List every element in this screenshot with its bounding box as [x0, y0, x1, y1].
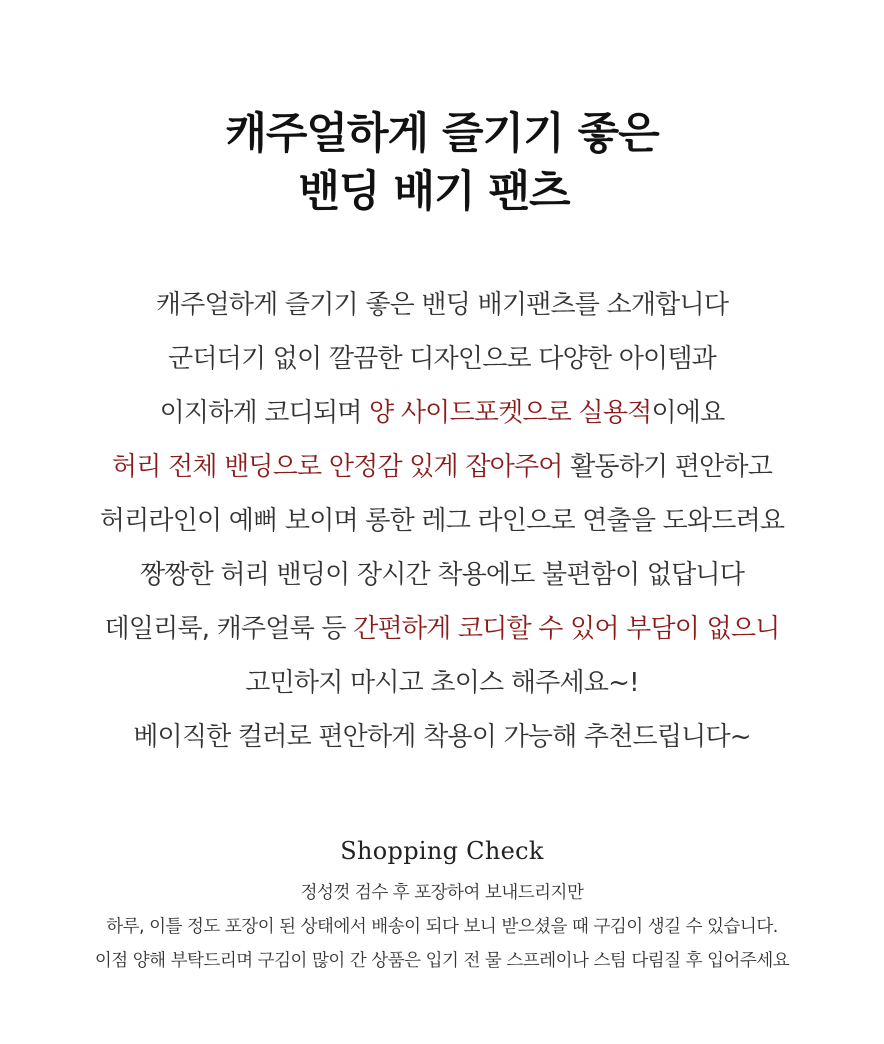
description-line: [0, 494, 884, 548]
description-highlight: 양 사이드포켓으로 실용적: [369, 398, 652, 428]
description-line: [0, 332, 884, 386]
notice-line: 이점 양해 부탁드리며 구김이 많이 간 상품은 입기 전 물 스프레이나 스팀 다림질 후 입어주세요: [94, 951, 790, 971]
title-line-1: 캐주얼하게 즐기기 좋은: [225, 108, 659, 159]
description-line: [0, 440, 884, 494]
description-text: 고민하지 마시고 초이스 해주세요~!: [245, 668, 639, 698]
page-title: [0, 105, 884, 221]
description-text: 군더더기 없이 깔끔한 디자인으로 다양한 아이템과: [168, 344, 716, 374]
description-line: [0, 656, 884, 710]
product-description: [0, 278, 884, 764]
description-line: [0, 602, 884, 656]
description-text: 이에요: [651, 398, 725, 428]
notice-line: 정성껏 검수 후 포장하여 보내드리지만: [300, 883, 584, 903]
description-line: [0, 278, 884, 332]
description-text: 활동하기 편안하고: [562, 452, 773, 482]
description-text: 캐주얼하게 즐기기 좋은 밴딩 배기팬츠를 소개합니다: [155, 290, 729, 320]
description-highlight: 허리 전체 밴딩으로 안정감 있게 잡아주어: [111, 452, 563, 482]
description-text: 이지하게 코디되며: [159, 398, 370, 428]
notice-line: 하루, 이틀 정도 포장이 된 상태에서 배송이 되다 보니 받으셨을 때 구김이 생길 수 있습니다.: [106, 917, 778, 937]
title-line-2: 밴딩 배기 팬츠: [298, 166, 570, 217]
description-line: [0, 386, 884, 440]
description-line: [0, 548, 884, 602]
description-highlight: 간편하게 코디할 수 있어 부담이 없으니: [353, 614, 780, 644]
description-text: 짱짱한 허리 밴딩이 장시간 착용에도 불편함이 없답니다: [139, 560, 745, 590]
description-text: 데일리룩, 캐주얼룩 등: [104, 614, 354, 644]
description-text: 허리라인이 예뻐 보이며 롱한 레그 라인으로 연출을 도와드려요: [99, 506, 785, 536]
description-text: 베이직한 컬러로 편안하게 착용이 가능해 추천드립니다~: [133, 722, 751, 752]
description-line: [0, 710, 884, 764]
shopping-check-notice: [0, 876, 884, 978]
shopping-check-title: Shopping Check: [340, 837, 544, 865]
